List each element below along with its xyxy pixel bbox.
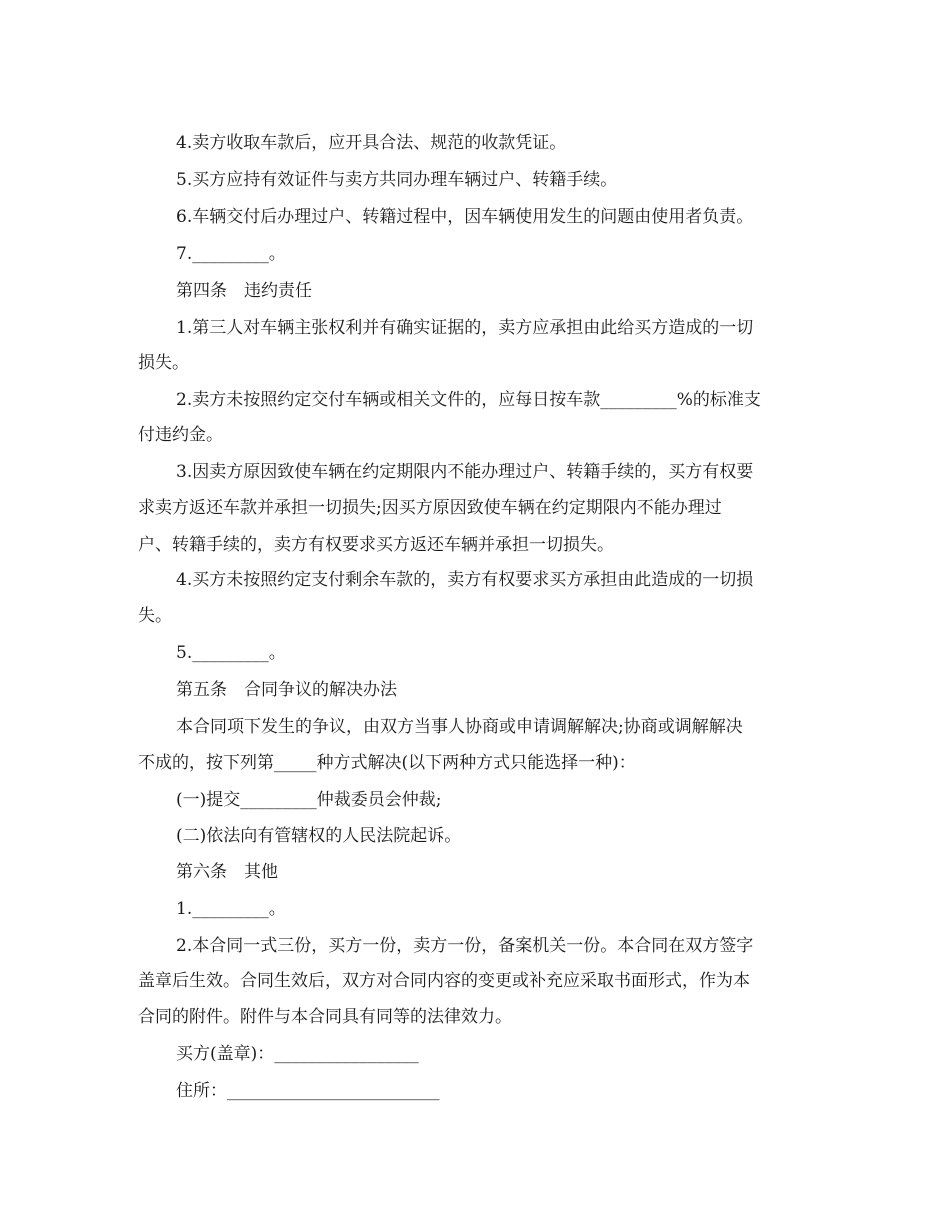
clause-4-item-1: 1.第三人对车辆主张权利并有确实证据的，卖方应承担由此给买方造成的一切 [176,318,754,338]
article-5-heading: 第五条 合同争议的解决办法 [176,680,397,700]
clause-4-item-3-cont-1: 求卖方返还车款并承担一切损失;因买方原因致使车辆在约定期限内不能办理过 [138,498,722,518]
article-6-heading: 第六条 其他 [176,862,278,882]
clause-6-item-2: 2.本合同一式三份，买方一份，卖方一份，备案机关一份。本合同在双方签字 [176,936,754,956]
clause-6-item-2-cont-2: 合同的附件。附件与本合同具有同等的法律效力。 [138,1007,512,1027]
article-5-paragraph: 本合同项下发生的争议，由双方当事人协商或申请调解解决;协商或调解解决 [176,717,743,737]
clause-6-item-2-cont-1: 盖章后生效。合同生效后，双方对合同内容的变更或补充应采取书面形式，作为本 [138,971,750,991]
address-field: 住所：_________________________ [176,1081,440,1101]
clause-4-item-2: 2.卖方未按照约定交付车辆或相关文件的，应每日按车款_________%的标准支 [176,390,761,410]
article-5-option-2: (二)依法向有管辖权的人民法院起诉。 [176,826,462,846]
clause-4-item-2-cont: 付违约金。 [138,425,223,445]
clause-4-item-3: 3.因卖方原因致使车辆在约定期限内不能办理过户、转籍手续的，买方有权要 [176,462,754,482]
clause-4-item-4: 4.买方未按照约定支付剩余车款的，卖方有权要求买方承担由此造成的一切损 [176,570,754,590]
clause-3-item-5: 5.买方应持有效证件与卖方共同办理车辆过户、转籍手续。 [176,170,618,190]
clause-4-item-1-cont: 损失。 [138,353,189,373]
clause-3-item-7: 7._________。 [176,244,286,264]
clause-4-item-4-cont: 失。 [138,606,172,626]
buyer-seal-field: 买方(盖章)：_________________ [176,1044,419,1064]
clause-4-item-3-cont-2: 户、转籍手续的，卖方有权要求买方返还车辆并承担一切损失。 [138,535,614,555]
article-5-paragraph-cont: 不成的，按下列第_____种方式解决(以下两种方式只能选择一种)： [138,753,636,773]
clause-4-item-5: 5._________。 [176,643,286,663]
clause-6-item-1: 1._________。 [176,899,286,919]
article-5-option-1: (一)提交_________仲裁委员会仲裁; [176,790,442,810]
clause-3-item-6: 6.车辆交付后办理过户、转籍过程中，因车辆使用发生的问题由使用者负责。 [176,207,754,227]
article-4-heading: 第四条 违约责任 [176,281,312,301]
clause-3-item-4: 4.卖方收取车款后，应开具合法、规范的收款凭证。 [176,133,567,153]
